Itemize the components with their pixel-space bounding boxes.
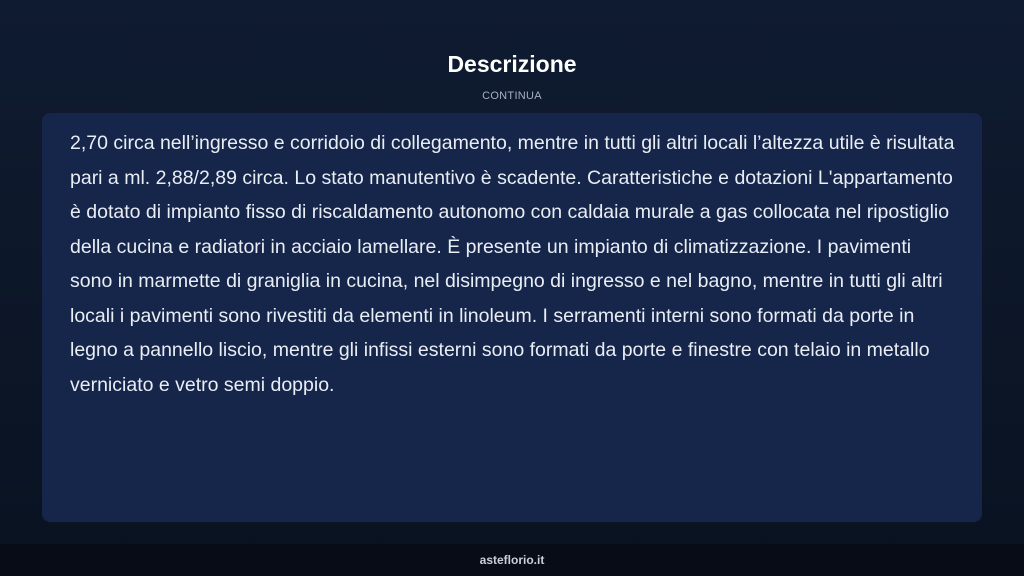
- continue-label: CONTINUA: [482, 90, 542, 102]
- page-header: [0, 50, 1024, 103]
- description-card: [42, 113, 982, 522]
- site-name: asteflorio.it: [479, 553, 545, 567]
- description-text: 2,70 circa nell’ingresso e corridoio di collegamento, mentre in tutti gli altri locali l’altezza utile è risultata pari a ml. 2,88/2,89 circa. Lo stato manutentivo è scadente. Caratteristiche e dotazioni L'appartamento è dotato di impianto fisso di riscaldamento autonomo con caldaia murale a gas collocata nel ripostiglio della cucina e radiatori in acciaio lamellare. È presente un impianto di climatizzazione. I pavimenti sono in marmette di graniglia in cucina, nel disimpegno di ingresso e nel bagno, mentre in tutti gli altri locali i pavimenti sono rivestiti da elementi in linoleum. I serramenti interni sono formati da porte in legno a pannello liscio, mentre gli infissi esterni sono formati da porte e finestre con telaio in metallo verniciato e vetro semi doppio.: [70, 132, 955, 396]
- page-title: Descrizione: [447, 51, 577, 77]
- footer-bar: [0, 544, 1024, 576]
